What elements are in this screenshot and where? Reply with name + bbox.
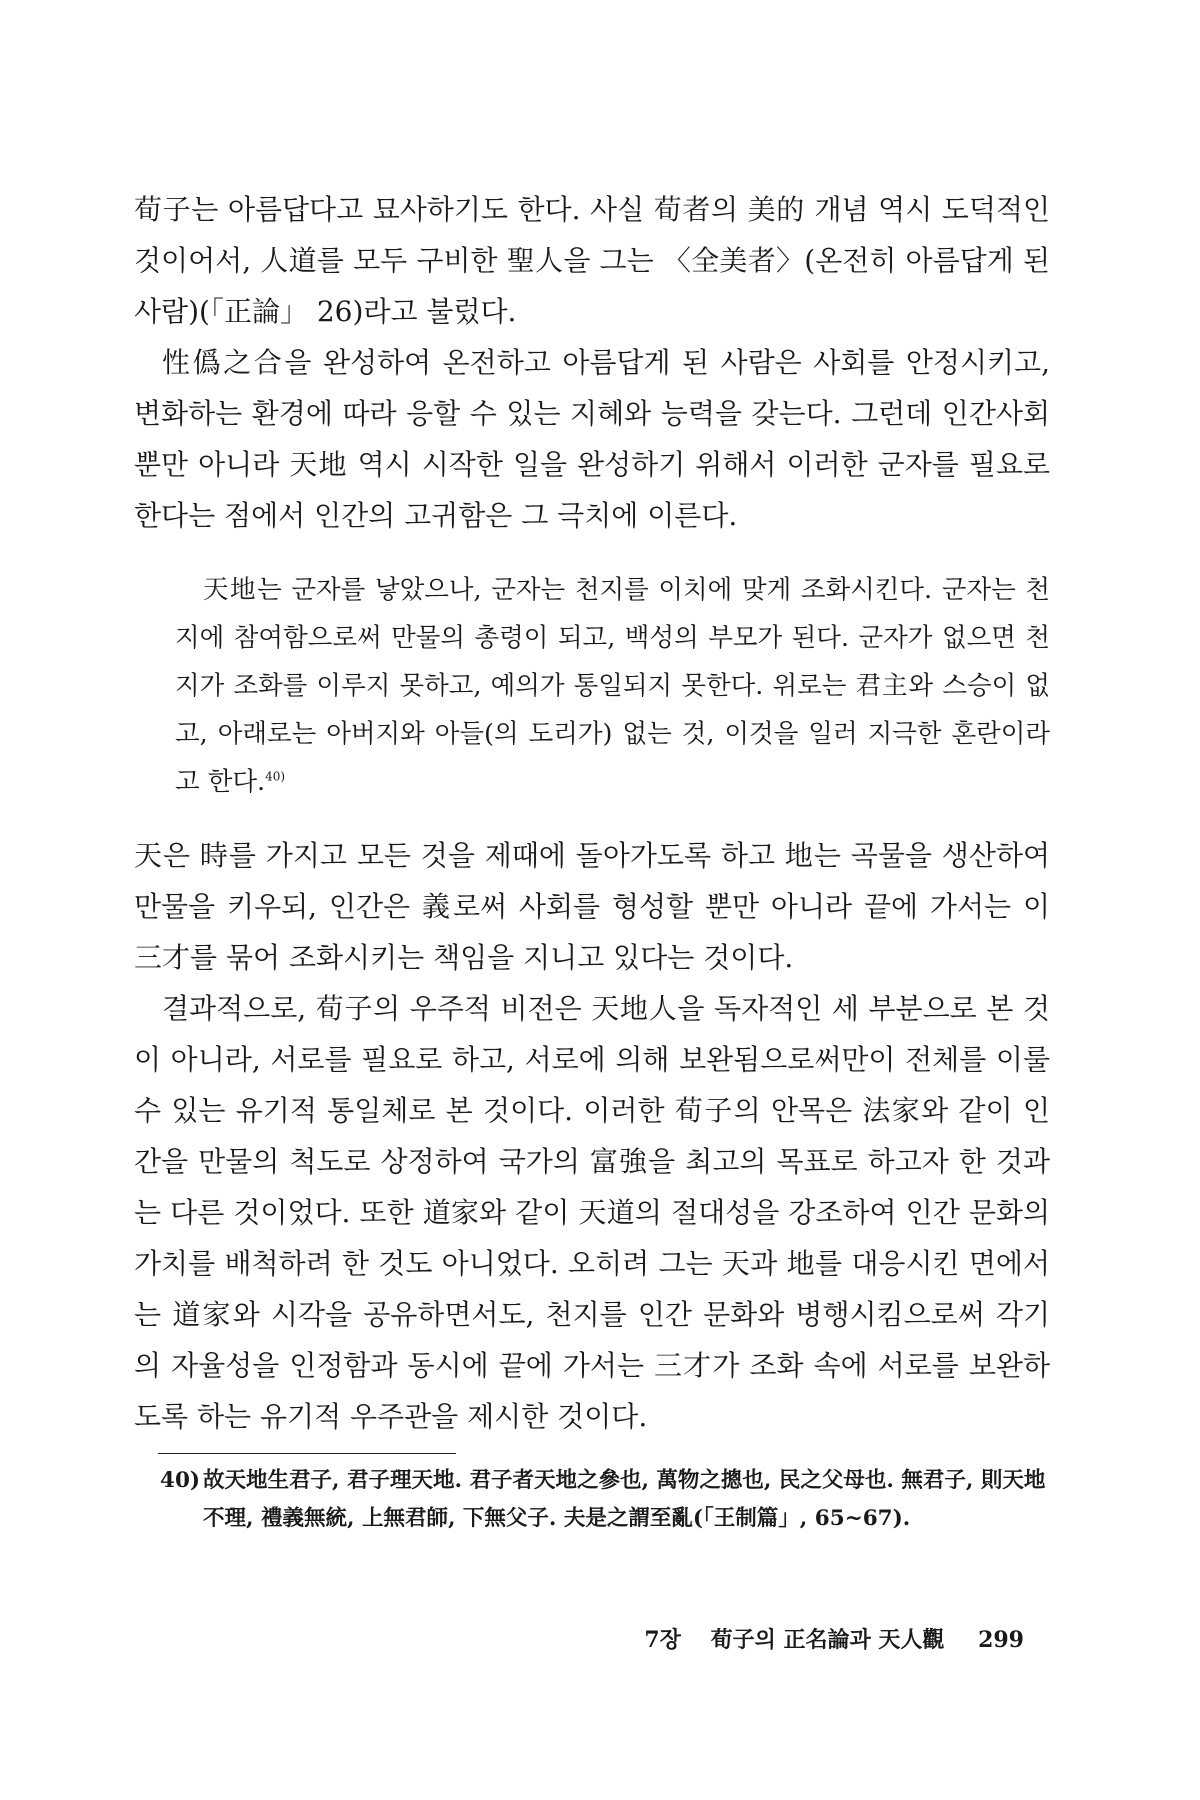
- body-text-bottom: [134, 830, 1050, 1442]
- page-number: 299: [978, 1627, 1024, 1653]
- quote-paragraph: [175, 566, 1050, 806]
- body-text-top: [134, 184, 1050, 541]
- chapter-label: 7장: [644, 1627, 681, 1653]
- footnote-divider: [158, 1453, 456, 1454]
- footnote-text: 故天地生君子, 君子理天地. 君子者天地之參也, 萬物之摠也, 民之父母也. 無君子, 則天地不理, 禮義無統, 上無君師, 下無父子. 夫是之謂至亂(「王制篇」, 65~67).: [203, 1468, 1046, 1531]
- footnote-reference[interactable]: 40): [265, 769, 286, 784]
- paragraph: 性僞之合을 완성하여 온전하고 아름답게 된 사람은 사회를 안정시키고, 변화하는 환경에 따라 응할 수 있는 지혜와 능력을 갖는다. 그런데 인간사회 뿐만 아니라 天地 역시 시작한 일을 완성하기 위해서 이러한 군자를 필요로 한다는 점에서 인간의 고귀함은 그 극치에 이른다.: [134, 346, 1050, 532]
- chapter-title: 荀子의 正名論과 天人觀: [710, 1627, 945, 1653]
- paragraph: 荀子는 아름답다고 묘사하기도 한다. 사실 荀者의 美的 개념 역시 도덕적인 것이어서, 人道를 모두 구비한 聖人을 그는 〈全美者〉(온전히 아름답게 된 사람)(「正論」 26)라고 불렀다.: [134, 193, 1050, 328]
- paragraph: 天은 時를 가지고 모든 것을 제때에 돌아가도록 하고 地는 곡물을 생산하여 만물을 키우되, 인간은 義로써 사회를 형성할 뿐만 아니라 끝에 가서는 이 三才를 묶어 조화시키는 책임을 지니고 있다는 것이다.: [134, 839, 1050, 974]
- paragraph: 결과적으로, 荀子의 우주적 비전은 天地人을 독자적인 세 부분으로 본 것이 아니라, 서로를 필요로 하고, 서로에 의해 보완됨으로써만이 전체를 이룰 수 있는 유기적 통일체로 본 것이다. 이러한 荀子의 안목은 法家와 같이 인간을 만물의 척도로 상정하여 국가의 富強을 최고의 목표로 하고자 한 것과는 다른 것이었다. 또한 道家와 같이 天道의 절대성을 강조하여 인간 문화의 가치를 배척하려 한 것도 아니었다. 오히려 그는 天과 地를 대응시킨 면에서는 道家와 시각을 공유하면서도, 천지를 인간 문화와 병행시킴으로써 각기의 자율성을 인정함과 동시에 끝에 가서는 三才가 조화 속에 서로를 보완하도록 하는 유기적 우주관을 제시한 것이다.: [134, 992, 1050, 1433]
- quote-text: 天地는 군자를 낳았으나, 군자는 천지를 이치에 맞게 조화시킨다. 군자는 천지에 참여함으로써 만물의 총령이 되고, 백성의 부모가 된다. 군자가 없으면 천지가 조화를 이루지 못하고, 예의가 통일되지 못한다. 위로는 君主와 스승이 없고, 아래로는 아버지와 아들(의 도리가) 없는 것, 이것을 일러 지극한 혼란이라고 한다.: [175, 575, 1050, 797]
- footnote-number: 40): [160, 1468, 201, 1493]
- footnote: [160, 1462, 1055, 1538]
- running-footer: [644, 1623, 1024, 1654]
- block-quote: [175, 566, 1050, 806]
